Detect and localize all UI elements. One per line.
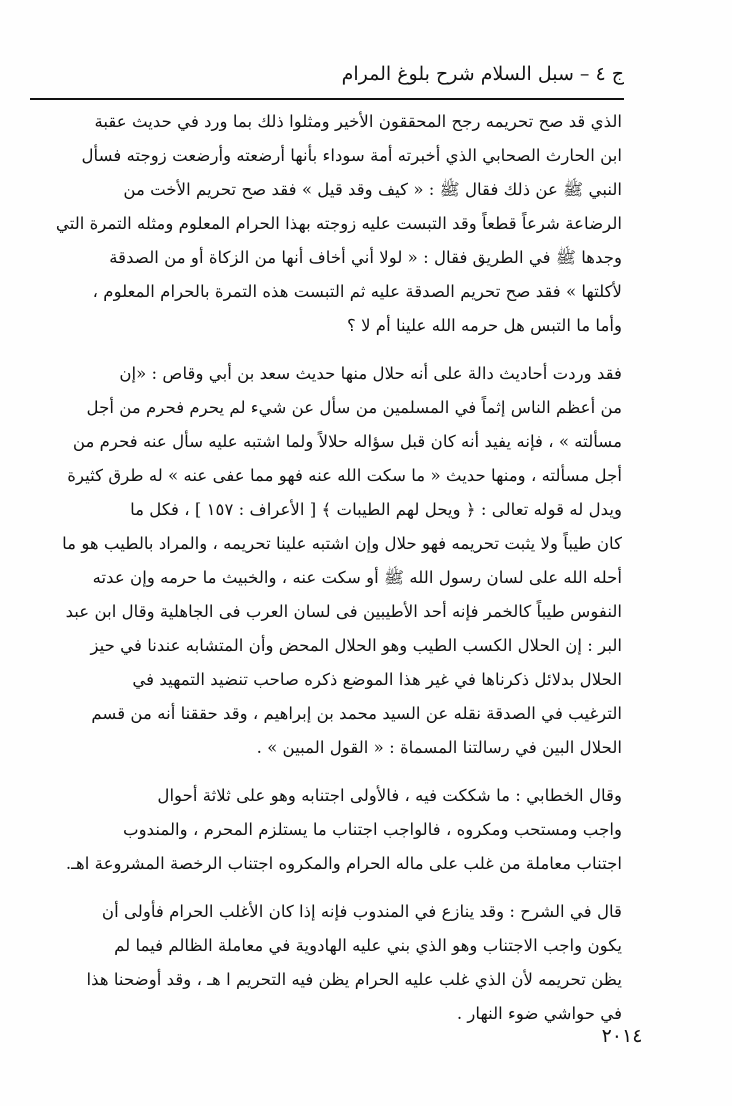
text-line: الرضاعة شرعاً قطعاً وقد التبست عليه زوجته بهذا الحرام المعلوم ومثله التمرة التي	[55, 214, 622, 233]
text-line: كان طيباً ولا يثبت تحريمه فهو حلال وإن اشتبه علينا تحريمه ، والمراد بالطيب هو ما	[62, 534, 622, 553]
paragraph-3	[32, 779, 622, 881]
text-line: يظن تحريمه لأن الذي غلب عليه الحرام يظن فيه التحريم ا هـ ، وقد أوضحنا هذا	[86, 970, 622, 989]
text-line: وقال الخطابي : ما شككت فيه ، فالأولى اجتنابه وهو على ثلاثة أحوال	[157, 786, 622, 805]
text-line: الحلال البين في رسالتنا المسماة : « القول المبين » .	[256, 738, 622, 757]
text-line: من أعظم الناس إثماً في المسلمين من سأل عن شيء لم يحرم فحرم من أجل	[86, 398, 622, 417]
text-line: الحلال بدلائل ذكرناها في غير هذا الموضع ذكره صاحب تنضيد التمهيد في	[132, 670, 622, 689]
paragraph-1	[32, 105, 622, 343]
paragraph-2	[32, 357, 622, 765]
text-line: الترغيب في الصدقة نقله عن السيد محمد بن إبراهيم ، وقد حققنا أنه من قسم	[91, 704, 622, 723]
header-divider	[30, 98, 624, 100]
page-number: ٢٠١٤	[601, 1025, 643, 1047]
text-line: وأما ما التبس هل حرمه الله علينا أم لا ؟	[346, 316, 622, 335]
text-line: ابن الحارث الصحابي الذي أخبرته أمة سوداء بأنها أرضعته وأرضعت زوجته فسأل	[81, 146, 622, 165]
text-line: الذي قد صح تحريمه رجح المحققون الأخير ومثلوا ذلك بما ورد في حديث عقبة	[94, 112, 622, 131]
text-line: اجتناب معاملة من غلب على ماله الحرام والمكروه اجتناب الرخصة المشروعة اهـ.	[65, 854, 622, 873]
text-line: يكون واجب الاجتناب وهو الذي بني عليه الهادوية في معاملة الظالم فيما لم	[114, 936, 622, 955]
text-line: وجدها ﷺ في الطريق فقال : « لولا أني أخاف أنها من الزكاة أو من الصدقة	[109, 248, 622, 267]
text-line: فقد وردت أحاديث دالة على أنه حلال منها حديث سعد بن أبي وقاص : «إن	[119, 364, 622, 383]
text-line: النبي ﷺ عن ذلك فقال ﷺ : « كيف وقد قيل » فقد صح تحريم الأخت من	[123, 180, 622, 199]
text-line: البر : إن الحلال الكسب الطيب وهو الحلال المحض وأن المتشابه عندنا في حيز	[90, 636, 622, 655]
text-line: ويدل له قوله تعالى : ﴿ ويحل لهم الطيبات ﴾ [ الأعراف : ١٥٧ ] ، فكل ما	[130, 500, 622, 519]
text-line: قال في الشرح : وقد ينازع في المندوب فإنه إذا كان الأغلب الحرام فأولى أن	[101, 902, 622, 921]
text-line: في حواشي ضوء النهار .	[456, 1004, 622, 1023]
text-line: النفوس طيباً كالخمر فإنه أحد الأطيبين فى لسان العرب فى الجاهلية وقال ابن عبد	[65, 602, 622, 621]
page-body	[32, 105, 622, 1031]
running-header: ج ٤ – سبل السلام شرح بلوغ المرام	[341, 63, 624, 85]
text-line: واجب ومستحب ومكروه ، فالواجب اجتناب ما يستلزم المحرم ، والمندوب	[123, 820, 622, 839]
text-line: مسألته » ، فإنه يفيد أنه كان قبل سؤاله حلالاً ولما اشتبه عليه سأل عنه فحرم من	[72, 432, 622, 451]
text-line: أجل مسألته ، ومنها حديث « ما سكت الله عنه فهو مما عفى عنه » له طرق كثيرة	[67, 466, 622, 485]
text-line: لأكلتها » فقد صح تحريم الصدقة عليه ثم التبست هذه التمرة بالحرام المعلوم ،	[92, 282, 622, 301]
text-line: أحله الله على لسان رسول الله ﷺ أو سكت عنه ، والخبيث ما حرمه وإن عدته	[92, 568, 622, 587]
paragraph-4	[32, 895, 622, 1031]
